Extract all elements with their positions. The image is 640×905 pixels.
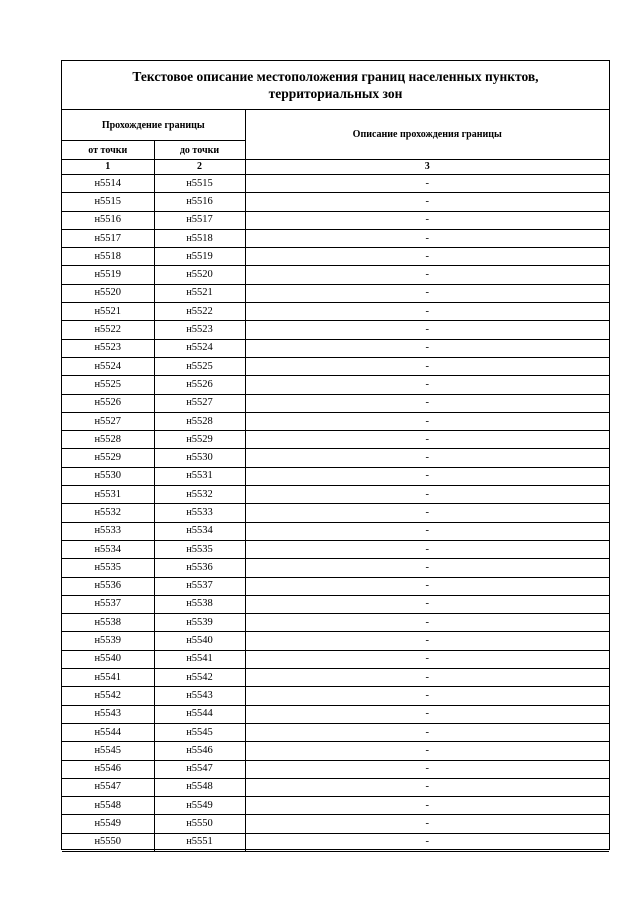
to-point-cell: н5541 xyxy=(154,650,245,668)
table-header xyxy=(62,110,609,175)
to-point-cell: н5543 xyxy=(154,687,245,705)
description-cell: - xyxy=(245,193,609,211)
description-cell: - xyxy=(245,211,609,229)
description-cell: - xyxy=(245,614,609,632)
to-point-cell: н5525 xyxy=(154,357,245,375)
to-point-cell: н5549 xyxy=(154,797,245,815)
description-cell: - xyxy=(245,229,609,247)
to-point-cell: н5545 xyxy=(154,723,245,741)
description-cell: - xyxy=(245,504,609,522)
title-line-2: территориальных зон xyxy=(268,86,403,101)
to-point-cell: н5531 xyxy=(154,467,245,485)
description-cell: - xyxy=(245,577,609,595)
table-row xyxy=(62,797,609,815)
from-point-cell: н5548 xyxy=(62,797,154,815)
from-point-cell: н5531 xyxy=(62,486,154,504)
document-title xyxy=(62,61,609,110)
from-point-cell: н5516 xyxy=(62,211,154,229)
table-row xyxy=(62,211,609,229)
description-cell: - xyxy=(245,449,609,467)
to-point-cell: н5548 xyxy=(154,778,245,796)
description-cell: - xyxy=(245,669,609,687)
from-point-cell: н5543 xyxy=(62,705,154,723)
description-cell: - xyxy=(245,595,609,613)
from-point-cell: н5544 xyxy=(62,723,154,741)
table-row xyxy=(62,705,609,723)
table-row xyxy=(62,175,609,193)
from-point-cell: н5532 xyxy=(62,504,154,522)
description-cell: - xyxy=(245,742,609,760)
table-row xyxy=(62,614,609,632)
description-cell: - xyxy=(245,376,609,394)
from-point-cell: н5550 xyxy=(62,833,154,851)
description-cell: - xyxy=(245,339,609,357)
table-row xyxy=(62,504,609,522)
description-cell: - xyxy=(245,522,609,540)
table-row xyxy=(62,760,609,778)
from-point-cell: н5523 xyxy=(62,339,154,357)
to-point-cell: н5516 xyxy=(154,193,245,211)
from-point-cell: н5533 xyxy=(62,522,154,540)
to-point-cell: н5540 xyxy=(154,632,245,650)
description-cell: - xyxy=(245,815,609,833)
table-body xyxy=(62,175,609,852)
to-point-cell: н5527 xyxy=(154,394,245,412)
table-row xyxy=(62,321,609,339)
description-header: Описание прохождения границы xyxy=(245,110,609,160)
from-point-cell: н5545 xyxy=(62,742,154,760)
table-row xyxy=(62,394,609,412)
description-cell: - xyxy=(245,760,609,778)
table-row xyxy=(62,376,609,394)
to-point-cell: н5544 xyxy=(154,705,245,723)
description-cell: - xyxy=(245,797,609,815)
from-point-cell: н5520 xyxy=(62,284,154,302)
description-cell: - xyxy=(245,266,609,284)
table-row xyxy=(62,303,609,321)
to-point-cell: н5535 xyxy=(154,540,245,558)
table-row xyxy=(62,284,609,302)
to-point-cell: н5536 xyxy=(154,559,245,577)
to-point-cell: н5532 xyxy=(154,486,245,504)
description-cell: - xyxy=(245,687,609,705)
to-header: до точки xyxy=(154,141,245,160)
from-point-cell: н5537 xyxy=(62,595,154,613)
from-point-cell: н5518 xyxy=(62,248,154,266)
description-cell: - xyxy=(245,467,609,485)
from-point-cell: н5524 xyxy=(62,357,154,375)
from-point-cell: н5522 xyxy=(62,321,154,339)
column-number: 3 xyxy=(245,160,609,175)
description-cell: - xyxy=(245,321,609,339)
to-point-cell: н5534 xyxy=(154,522,245,540)
to-point-cell: н5522 xyxy=(154,303,245,321)
from-point-cell: н5525 xyxy=(62,376,154,394)
from-point-cell: н5519 xyxy=(62,266,154,284)
table-row xyxy=(62,650,609,668)
table-row xyxy=(62,595,609,613)
to-point-cell: н5518 xyxy=(154,229,245,247)
to-point-cell: н5517 xyxy=(154,211,245,229)
table-row xyxy=(62,486,609,504)
boundary-table xyxy=(62,110,609,852)
to-point-cell: н5550 xyxy=(154,815,245,833)
table-row xyxy=(62,723,609,741)
table-row xyxy=(62,248,609,266)
from-point-cell: н5549 xyxy=(62,815,154,833)
description-cell: - xyxy=(245,833,609,851)
to-point-cell: н5539 xyxy=(154,614,245,632)
table-row xyxy=(62,467,609,485)
table-row xyxy=(62,669,609,687)
to-point-cell: н5551 xyxy=(154,833,245,851)
table-row xyxy=(62,522,609,540)
to-point-cell: н5547 xyxy=(154,760,245,778)
description-cell: - xyxy=(245,705,609,723)
description-cell: - xyxy=(245,486,609,504)
table-row xyxy=(62,815,609,833)
from-point-cell: н5534 xyxy=(62,540,154,558)
description-cell: - xyxy=(245,431,609,449)
table-row xyxy=(62,339,609,357)
description-cell: - xyxy=(245,394,609,412)
table-row xyxy=(62,778,609,796)
from-point-cell: н5514 xyxy=(62,175,154,193)
from-point-cell: н5529 xyxy=(62,449,154,467)
group-header: Прохождение границы xyxy=(62,110,245,141)
from-point-cell: н5539 xyxy=(62,632,154,650)
description-cell: - xyxy=(245,284,609,302)
to-point-cell: н5526 xyxy=(154,376,245,394)
description-cell: - xyxy=(245,540,609,558)
from-point-cell: н5528 xyxy=(62,431,154,449)
table-row xyxy=(62,431,609,449)
from-point-cell: н5547 xyxy=(62,778,154,796)
description-cell: - xyxy=(245,632,609,650)
to-point-cell: н5537 xyxy=(154,577,245,595)
from-point-cell: н5536 xyxy=(62,577,154,595)
description-cell: - xyxy=(245,175,609,193)
to-point-cell: н5521 xyxy=(154,284,245,302)
from-point-cell: н5530 xyxy=(62,467,154,485)
description-cell: - xyxy=(245,559,609,577)
to-point-cell: н5546 xyxy=(154,742,245,760)
from-point-cell: н5546 xyxy=(62,760,154,778)
table-row xyxy=(62,193,609,211)
title-line-1: Текстовое описание местоположения границ населенных пунктов, xyxy=(132,69,539,84)
from-point-cell: н5517 xyxy=(62,229,154,247)
description-cell: - xyxy=(245,303,609,321)
table-row xyxy=(62,412,609,430)
table-row xyxy=(62,229,609,247)
from-point-cell: н5540 xyxy=(62,650,154,668)
table-row xyxy=(62,266,609,284)
table-row xyxy=(62,449,609,467)
table-row xyxy=(62,559,609,577)
table-row xyxy=(62,357,609,375)
description-cell: - xyxy=(245,248,609,266)
to-point-cell: н5523 xyxy=(154,321,245,339)
to-point-cell: н5542 xyxy=(154,669,245,687)
from-point-cell: н5521 xyxy=(62,303,154,321)
to-point-cell: н5529 xyxy=(154,431,245,449)
from-point-cell: н5538 xyxy=(62,614,154,632)
to-point-cell: н5519 xyxy=(154,248,245,266)
from-point-cell: н5526 xyxy=(62,394,154,412)
document-frame xyxy=(61,60,610,850)
from-point-cell: н5542 xyxy=(62,687,154,705)
description-cell: - xyxy=(245,778,609,796)
column-number: 2 xyxy=(154,160,245,175)
from-header: от точки xyxy=(62,141,154,160)
description-cell: - xyxy=(245,412,609,430)
table-row xyxy=(62,632,609,650)
column-number: 1 xyxy=(62,160,154,175)
to-point-cell: н5528 xyxy=(154,412,245,430)
to-point-cell: н5538 xyxy=(154,595,245,613)
description-cell: - xyxy=(245,650,609,668)
table-row xyxy=(62,742,609,760)
to-point-cell: н5520 xyxy=(154,266,245,284)
description-cell: - xyxy=(245,723,609,741)
from-point-cell: н5541 xyxy=(62,669,154,687)
description-cell: - xyxy=(245,357,609,375)
to-point-cell: н5533 xyxy=(154,504,245,522)
table-row xyxy=(62,540,609,558)
to-point-cell: н5524 xyxy=(154,339,245,357)
from-point-cell: н5535 xyxy=(62,559,154,577)
from-point-cell: н5527 xyxy=(62,412,154,430)
to-point-cell: н5530 xyxy=(154,449,245,467)
table-row xyxy=(62,833,609,851)
from-point-cell: н5515 xyxy=(62,193,154,211)
to-point-cell: н5515 xyxy=(154,175,245,193)
table-row xyxy=(62,577,609,595)
table-row xyxy=(62,687,609,705)
